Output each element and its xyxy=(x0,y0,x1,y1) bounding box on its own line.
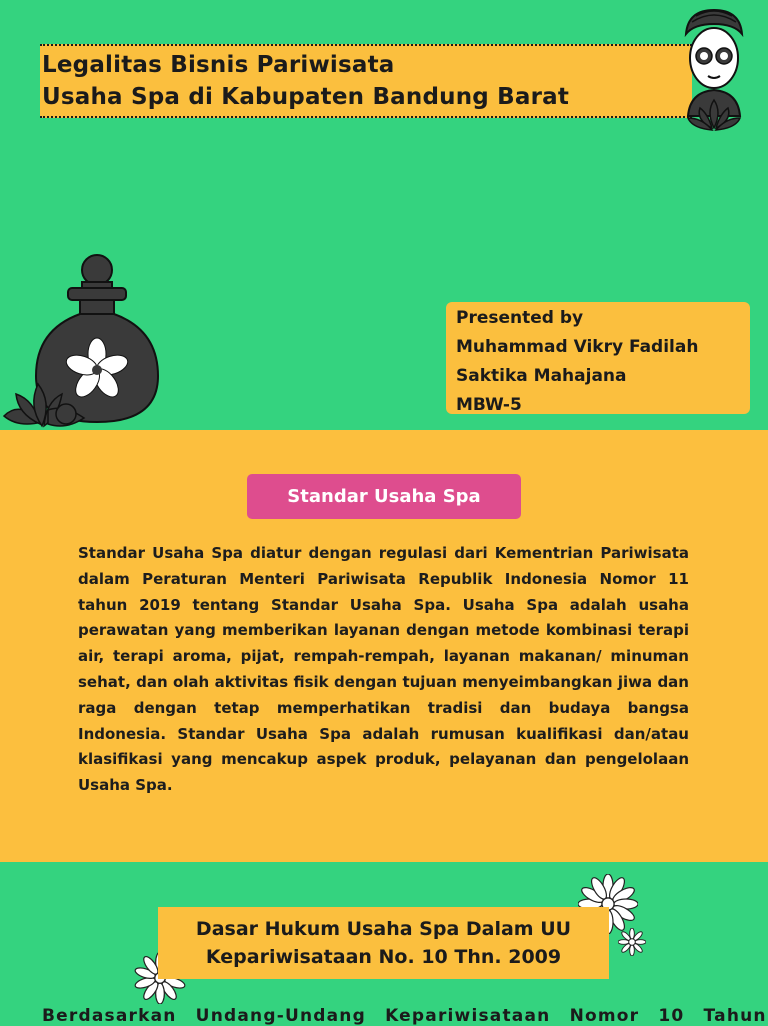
presented-by-label: Presented by xyxy=(456,308,584,328)
presenter-name-2: Saktika Mahajana xyxy=(456,366,627,386)
page-title-line1: Legalitas Bisnis Pariwisata xyxy=(42,52,395,78)
presenter-name-1: Muhammad Vikry Fadilah xyxy=(456,337,699,357)
standar-paragraph: Standar Usaha Spa diatur dengan regulasi dari Kementrian Pariwisata dalam Peraturan Menteri Pariwisata Republik Indonesia Nomor 11 tahun 2019 tentang Standar Usaha Spa. Usaha Spa adalah usaha perawatan yang memberikan layanan dengan metode kombinasi terapi air, terapi aroma, pijat, rempah-rempah, layanan makanan/ minuman sehat, dan olah aktivitas fisik dengan tujuan menyeimbangkan jiwa dan raga dengan tetap memperhatikan tradisi dan budaya bangsa Indonesia. Standar Usaha Spa adalah rumusan kualifikasi dan/atau klasifikasi yang mencakup aspek produk, pelayanan dan pengelolaan Usaha Spa. xyxy=(78,544,689,795)
presenter-card xyxy=(446,302,750,414)
law-heading-line1: Dasar Hukum Usaha Spa Dalam UU xyxy=(195,918,572,940)
section-heading-dasar-hukum xyxy=(158,907,609,979)
law-paragraph-start: Berdasarkan Undang-Undang Kepariwisataan Nomor 10 Tahun xyxy=(42,1006,767,1026)
presenter-group: MBW-5 xyxy=(456,395,522,415)
title-banner xyxy=(40,44,692,118)
flower-icon xyxy=(618,928,646,956)
law-heading-line2: Kepariwisataan No. 10 Thn. 2009 xyxy=(205,946,562,968)
page-title-line2: Usaha Spa di Kabupaten Bandung Barat xyxy=(42,84,570,110)
section-heading-standar: Standar Usaha Spa xyxy=(247,474,521,519)
spa-face-mask-icon xyxy=(678,4,750,132)
oil-bottle-icon xyxy=(0,250,170,432)
